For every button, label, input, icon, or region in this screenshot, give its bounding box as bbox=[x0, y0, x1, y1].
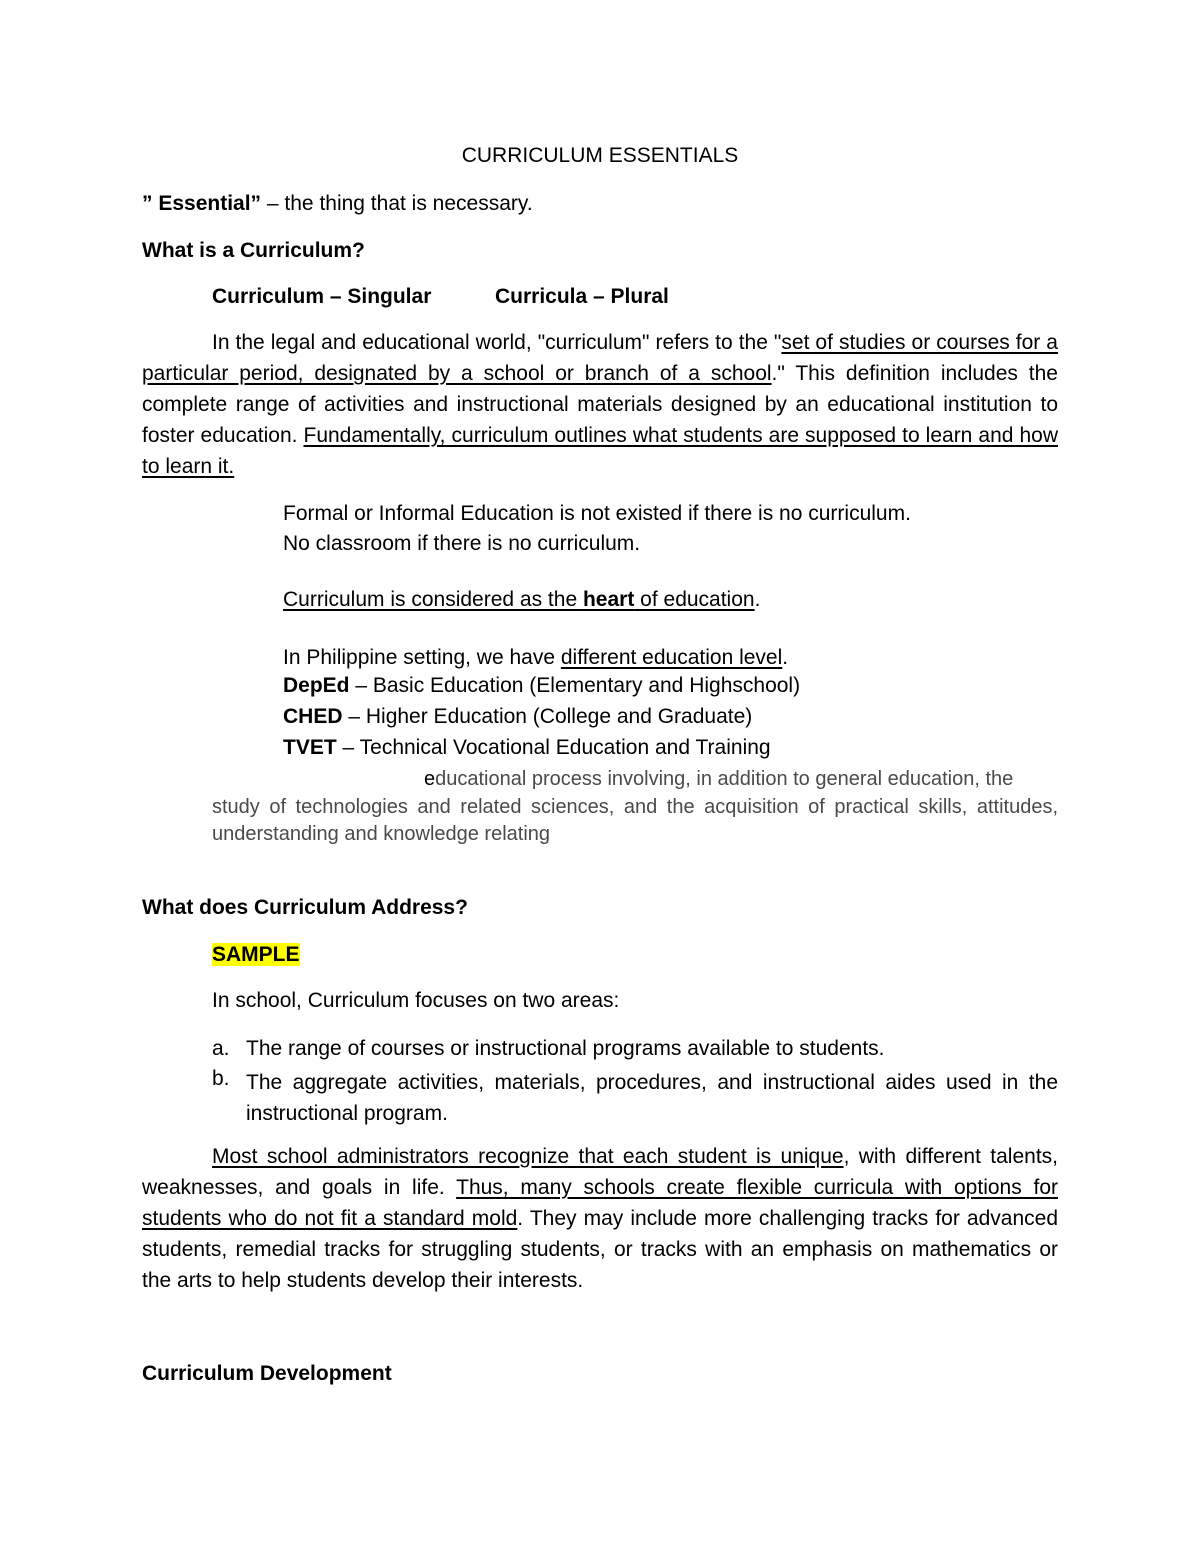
levels-underlined: different education level bbox=[560, 646, 783, 669]
tvet-line1-rest: ducational process involving, in addition to general education, the bbox=[435, 768, 1014, 790]
tvet-definition-rest: study of technologies and related sciences, and the acquisition of practical skills, attitudes, understanding and knowledge relating bbox=[212, 796, 1058, 845]
heading-what-does-curriculum-address: What does Curriculum Address? bbox=[142, 896, 468, 919]
plural-form: Curricula – Plural bbox=[495, 285, 669, 308]
note-education-levels bbox=[283, 646, 788, 670]
heart-end: . bbox=[754, 588, 761, 611]
administrators-paragraph bbox=[142, 1141, 1058, 1296]
para1-text-2: ." This definition includes the complete range of activities and instructional materials designed by an educational institution to foster education. bbox=[142, 362, 1058, 447]
para1-text-1: In the legal and educational world, "curriculum" refers to the " bbox=[212, 331, 782, 354]
sample-highlight: SAMPLE bbox=[212, 943, 300, 966]
tvet-lead-letter: e bbox=[424, 768, 436, 790]
heading-what-is-curriculum: What is a Curriculum? bbox=[142, 239, 365, 262]
heart-bold: heart bbox=[582, 588, 635, 611]
essential-term: ” Essential” bbox=[142, 192, 262, 215]
agency-abbr: CHED bbox=[283, 705, 343, 728]
page-title: CURRICULUM ESSENTIALS bbox=[461, 144, 739, 167]
agency-abbr: TVET bbox=[283, 736, 337, 759]
heading-curriculum-development: Curriculum Development bbox=[142, 1362, 392, 1385]
note-no-classroom: No classroom if there is no curriculum. bbox=[283, 532, 641, 555]
list-item-text: The aggregate activities, materials, procedures, and instructional aides used in the instructional program. bbox=[246, 1071, 1058, 1125]
note-heart-of-education bbox=[283, 588, 760, 612]
note-formal-informal: Formal or Informal Education is not existed if there is no curriculum. bbox=[283, 502, 911, 525]
agency-ched bbox=[283, 705, 752, 729]
agency-desc: – Basic Education (Elementary and Highschool) bbox=[349, 674, 801, 697]
agency-deped bbox=[283, 674, 800, 698]
para2-underline-2: Thus, many schools create flexible curricula with options for students who do not fit a standard mold bbox=[142, 1176, 1058, 1230]
list-marker: a. bbox=[212, 1037, 230, 1060]
essential-meaning: – the thing that is necessary. bbox=[261, 192, 533, 215]
heart-underlined bbox=[283, 588, 755, 611]
list-marker: b. bbox=[212, 1067, 230, 1090]
heart-post: of education bbox=[634, 588, 755, 611]
levels-end: . bbox=[782, 646, 789, 669]
para2-underline-1: Most school administrators recognize that each student is unique bbox=[212, 1145, 844, 1168]
agency-tvet bbox=[283, 736, 771, 760]
agency-desc: – Technical Vocational Education and Training bbox=[336, 736, 771, 759]
levels-pre: In Philippine setting, we have bbox=[283, 646, 561, 669]
singular-form: Curriculum – Singular bbox=[212, 285, 432, 308]
heart-pre: Curriculum is considered as the bbox=[283, 588, 583, 611]
agency-abbr: DepEd bbox=[283, 674, 350, 697]
list-item-text: The range of courses or instructional programs available to students. bbox=[246, 1037, 885, 1060]
para2-text-1: , with different talents, weaknesses, and goals in life. bbox=[142, 1145, 1058, 1199]
essential-definition bbox=[142, 192, 533, 216]
para1-underline-2: Fundamentally, curriculum outlines what students are supposed to learn and how to learn it. bbox=[142, 424, 1058, 478]
agency-desc: – Higher Education (College and Graduate) bbox=[342, 705, 753, 728]
para1-underline-1: set of studies or courses for a particular period, designated by a school or branch of a school bbox=[142, 331, 1058, 385]
areas-intro: In school, Curriculum focuses on two areas: bbox=[212, 989, 620, 1012]
curriculum-definition-paragraph bbox=[142, 327, 1058, 482]
para2-text-2: . They may include more challenging tracks for advanced students, remedial tracks for struggling students, or tracks with an emphasis on mathematics or the arts to help students develop their interests. bbox=[142, 1207, 1058, 1292]
sample-label bbox=[212, 943, 300, 967]
tvet-definition-line1 bbox=[424, 768, 1013, 791]
